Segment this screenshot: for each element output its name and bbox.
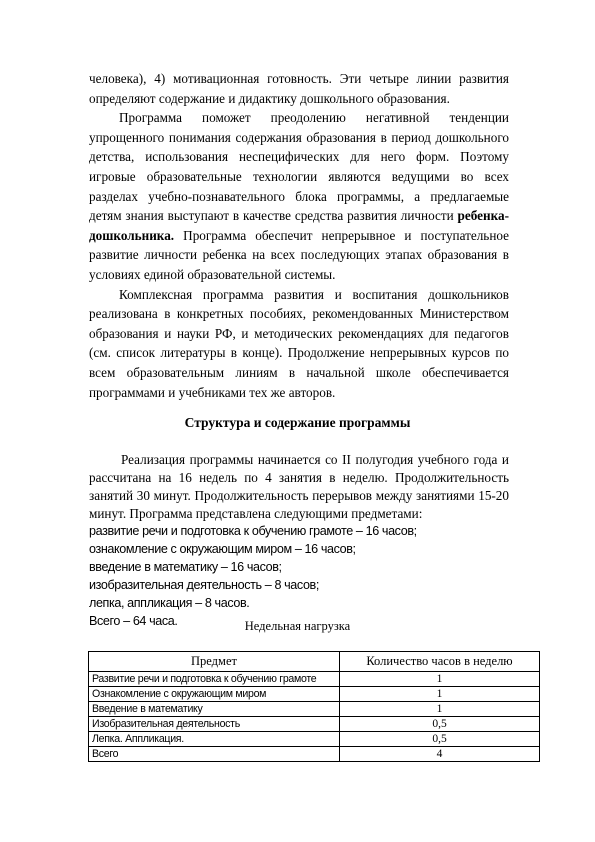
list-item: изобразительная деятельность – 8 часов;	[89, 578, 319, 592]
list-item: введение в математику – 16 часов;	[89, 560, 282, 574]
subject-cell: Изобразительная деятельность	[89, 717, 340, 732]
hours-cell: 1	[340, 687, 540, 702]
paragraph-program-text: Программа поможет преодолению негативной тенденции упрощенного понимания содержания образования в период дошкольного детства, использования неспецифических для него форм. Поэтому игровые образовательные технологии являются ведущими во всех разделах учебно-познавательного блока программы, а предлагаемые детям знания выступают в качестве средства развития личности	[89, 110, 509, 224]
bold-term: ребенка-дошкольника.	[89, 208, 509, 243]
subject-cell: Развитие речи и подготовка к обучению грамоте	[89, 672, 340, 687]
subject-cell: Введение в математику	[89, 702, 340, 717]
paragraph-continuation: человека), 4) мотивационная готовность. Эти четыре линии развития определяют содержание и дидактику дошкольного образования.	[89, 71, 509, 106]
structure-paragraph	[89, 451, 509, 523]
list-item: развитие речи и подготовка к обучению грамоте – 16 часов;	[89, 524, 417, 538]
subjects-list	[89, 522, 529, 630]
table-row	[89, 732, 540, 747]
table-row	[89, 702, 540, 717]
list-item: ознакомление с окружающим миром – 16 часов;	[89, 542, 356, 556]
column-header-hours: Количество часов в неделю	[340, 652, 540, 672]
column-header-subject: Предмет	[89, 652, 340, 672]
list-item: лепка, аппликация – 8 часов.	[89, 596, 250, 610]
paragraph-complex-program: Комплексная программа развития и воспитания дошкольников реализована в конкретных пособиях, рекомендованных Министерством образования и науки РФ, и методических рекомендациях для педагогов (см. список литературы в конце). Продолжение непрерывных курсов по всем образовательным линиям в начальной школе обеспечивается программами и учебниками тех же авторов.	[89, 286, 509, 400]
table-row	[89, 687, 540, 702]
paragraph-program-text-end: Программа обеспечит непрерывное и поступательное развитие личности ребенка на всех последующих этапах образования в условиях единой образовательной системы.	[89, 227, 509, 282]
table-caption: Недельная нагрузка	[244, 619, 351, 633]
subject-cell: Ознакомление с окружающим миром	[89, 687, 340, 702]
table-row	[89, 672, 540, 687]
list-item: Всего – 64 часа.	[89, 614, 178, 628]
table-header-row	[89, 652, 540, 672]
table-row	[89, 747, 540, 762]
hours-cell: 1	[340, 702, 540, 717]
hours-cell: 4	[340, 747, 540, 762]
hours-cell: 1	[340, 672, 540, 687]
hours-cell: 0,5	[340, 717, 540, 732]
subject-cell: Лепка. Аппликация.	[89, 732, 340, 747]
subject-cell: Всего	[89, 747, 340, 762]
section-heading: Структура и содержание программы	[184, 415, 411, 430]
intro-paragraphs	[89, 69, 509, 402]
hours-cell: 0,5	[340, 732, 540, 747]
weekly-load-table	[88, 651, 540, 762]
table-row	[89, 717, 540, 732]
structure-paragraph-text: Реализация программы начинается со II полугодия учебного года и рассчитана на 16 недель по 4 занятия в неделю. Продолжительность занятий 30 минут. Продолжительность перерывов между занятиями 15-20 минут. Программа представлена следующими предметами:	[89, 452, 509, 521]
